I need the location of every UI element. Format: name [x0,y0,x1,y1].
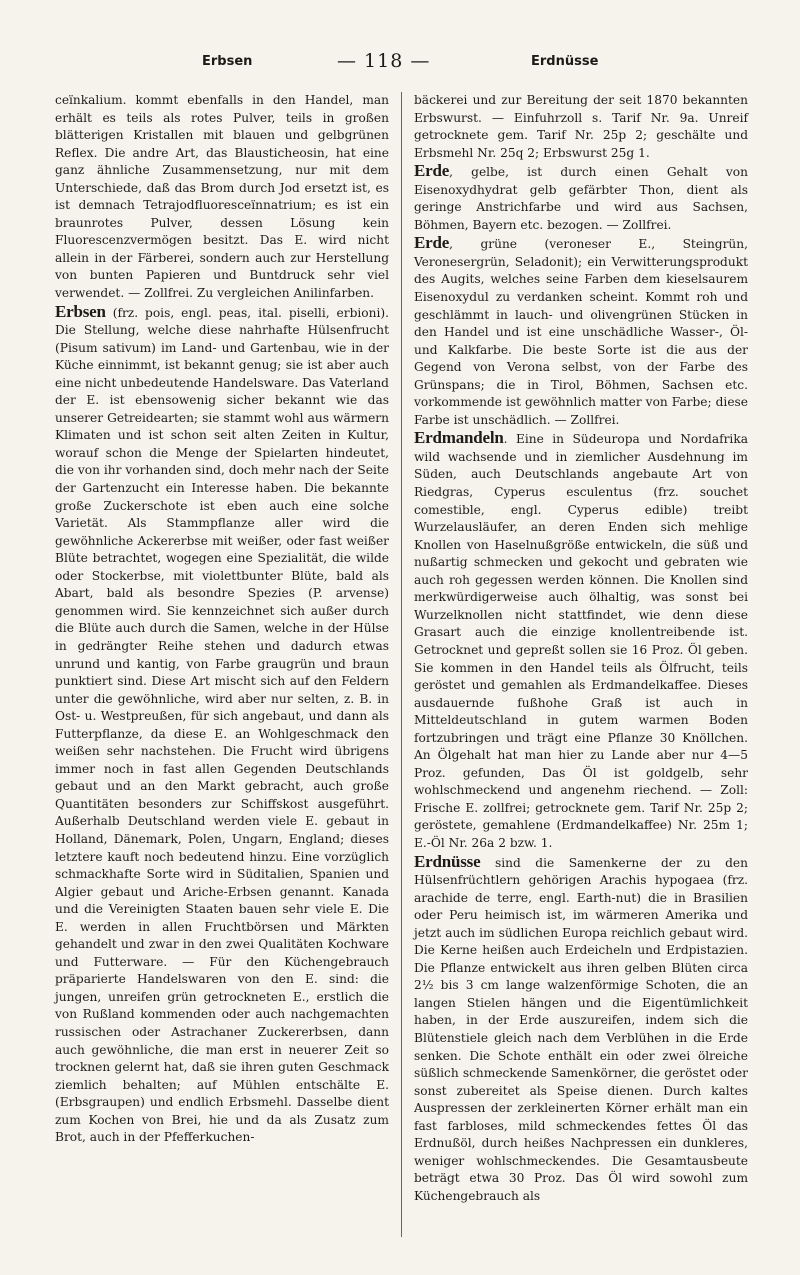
entry-continuation: ceïnkalium. kommt ebenfalls in den Handel, man erhält es teils als rotes Pulver, teils in großen blätterigen Kristallen mit blauen und gelbgrünen Reflex. Die andre Art, das Blausticheosin, hat eine ganz ähnliche Zusammensetzung, nur mit dem Unterschiede, daß das Brom durch Jod ersetzt ist, es ist demnach Tetrajodfluoresceïnnatrium; es ist ein braunrotes Pulver, dessen Lösung kein Fluorescenzvermögen besitzt. Das E. wird nicht allein in der Färberei, sondern auch zur Herstellung von bunten Papieren und Buntdruck sehr viel verwendet. — Zollfrei. Zu vergleichen Anilinfarben. [55,93,389,301]
entry-text: , grüne (veroneser E., Steingrün, Veronesergrün, Seladonit); ein Verwitterungsprodukt des Augits, welches seine Farben dem kieselsaurem Eisenoxydul zu verdanken scheint. Kommt roh und geschlämmt in lauch- und olivengrünen Stücken in den Handel und ist eine unschädliche Wasser-, Öl- und Kalkfarbe. Die beste Sorte ist die aus der Gegend von Verona selbst, von der Farbe des Grünspans; die in Tirol, Böhmen, Sachsen etc. vorkommende ist gewöhnlich matter von Farbe; diese Farbe ist unschädlich. — Zollfrei. [414,237,748,427]
entry-erde-gruene [414,234,748,429]
entry-continuation: bäckerei und zur Bereitung der seit 1870 bekannten Erbswurst. — Einfuhrzoll s. Tarif Nr. 9a. Unreif getrocknete gem. Tarif Nr. 25p 2; geschälte und Erbsmehl Nr. 25q 2; Erbswurst 25g 1. [414,93,748,160]
header-right-keyword: Erdnüsse [531,54,599,69]
column-divider [401,92,402,1237]
entry-erde-gelbe [414,162,748,234]
entry-text: . Eine in Südeuropa und Nordafrika wild wachsende und in ziemlicher Ausdehnung im Süden, auch Deutschlands angebaute Art von Riedgras, Cyperus esculentus (frz. souchet comestible, engl. Cyperus edible) treibt Wurzelausläufer, an deren Enden sich mehlige Knollen von Haselnußgröße entwickeln, die süß und nußartig schmecken und gekocht und gebraten wie auch roh gegessen werden können. Die Knollen sind merkwürdigerweise auch ölhaltig, was sonst bei Wurzelknollen nicht stattfindet, wie denn diese Grasart auch die einzige knollentreibende ist. Getrocknet und gepreßt sollen sie 16 Proz. Öl geben. Sie kommen in den Handel teils als Ölfrucht, teils geröstet und gemahlen als Erdmandelkaffee. Dieses ausdauernde fußhohe Graß ist auch in Mitteldeutschland in gutem warmen Boden fortzubringen und trägt eine Pflanze 30 Knöllchen. An Ölgehalt hat man hier zu Lande aber nur 4—5 Proz. gefunden, Das Öl ist goldgelb, sehr wohlschmeckend und angenehm riechend. — Zoll: Frische E. zollfrei; getrocknete gem. Tarif Nr. 25p 2; geröstete, gemahlene (Erdmandelkaffee) Nr. 25m 1; E.-Öl Nr. 26a 2 bzw. 1. [414,432,748,850]
header-left-keyword: Erbsen [202,54,253,69]
entry-headword: Erde [414,161,450,181]
entry-headword: Erde [414,233,450,253]
entry-text: (frz. pois, engl. peas, ital. piselli, erbioni). Die Stellung, welche diese nahrhafte Hülsenfrucht (Pisum sativum) im Land- und Gartenbau, wie in der Küche einnimmt, ist bekannt genug; sie ist aber auch eine nicht unbedeutende Handelsware. Das Vaterland der E. ist ebensowenig sicher bekannt wie das unserer Getreidearten; sie stammt wohl aus wärmern Klimaten und ist schon seit alten Zeiten in Kultur, worauf schon die Menge der Spielarten hindeutet, die von ihr vorhanden sind, doch mehr nach der Seite der Gartenzucht ein Interesse haben. Die bekannte große Zuckerschote ist eben auch eine solche Varietät. Als Stammpflanze aller wird die gewöhnliche Ackererbse mit weißer, oder fast weißer Blüte betrachtet, wogegen eine Spezialität, die wilde oder Stockerbse, mit violettbunter Blüte, bald als Abart, bald als besondre Spezies (P. arvense) genommen wird. Sie kennzeichnet sich außer durch die Blüte auch durch die Samen, welche in der Hülse in gedrängter Reihe stehen und dadurch etwas unrund und kantig, von Farbe graugrün und braun punktiert sind. Diese Art mischt sich auf den Feldern unter die gewöhnliche, wird aber nur selten, z. B. in Ost- u. Westpreußen, für sich angebaut, und dann als Futterpflanze, da diese E. an Wohlgeschmack den weißen sehr nachstehen. Die Frucht wird übrigens immer noch in fast allen Gegenden Deutschlands gebaut und an den Markt gebracht, auch große Quantitäten besonders zur Schiffskost ausgeführt. Außerhalb Deutschland werden viele E. gebaut in Holland, Dänemark, Polen, Ungarn, England; dieses letztere kauft noch bedeutend hinzu. Eine vorzüglich schmackhafte Sorte wird in Süditalien, Spanien und Algier gebaut und Ariche-Erbsen genannt. Kanada und die Vereinigten Staaten bauen sehr viele E. Die E. werden in allen Fruchtbörsen und Märkten gehandelt und zwar in den zwei Qualitäten Kochware und Futterware. — Für den Küchengebrauch präparierte Handelswaren von den E. sind: die jungen, unreifen grün getrockneten E., erstlich die von Rußland kommenden oder auch nachgemachten russischen oder Astrachaner Zuckererbsen, dann auch gewöhnliche, die man erst in neuerer Zeit so trocknen gelernt hat, daß sie ihren guten Geschmack ziemlich behalten; auf Mühlen entschälte E. (Erbsgraupen) und endlich Erbsmehl. Dasselbe dient zum Kochen von Brei, hie und da als Zusatz zum Brot, auch in der Pfefferkuchen- [55,305,389,1145]
entry-headword: Erdmandeln [414,428,504,448]
page-header [55,50,748,76]
entry-headword: Erbsen [55,301,106,321]
entry-text: , gelbe, ist durch einen Gehalt von Eisenoxydhydrat gelb gefärbter Thon, dient als geringe Anstrichfarbe und wird aus Sachsen, Böhmen, Bayern etc. bezogen. — Zollfrei. [414,165,748,232]
entry-headword: Erdnüsse [414,851,481,871]
left-column [55,92,389,1147]
entry-erdmandeln [414,429,748,852]
right-column [414,92,748,1205]
entry-erdnuesse [414,853,748,1206]
entry-text: sind die Samenkerne der zu den Hülsenfrüchtlern gehörigen Arachis hypogaea (frz. arachide de terre, engl. Earth-nut) die in Brasilien oder Peru heimisch ist, im wärmeren Amerika und jetzt auch im südlichen Europa reichlich gebaut wird. Die Kerne heißen auch Erdeicheln und Erdpistazien. Die Pflanze entwickelt aus ihren gelben Blüten circa 2½ bis 3 cm lange walzenförmige Schoten, die an langen Stielen hängen und die Eigentümlichkeit haben, in der Erde auszureifen, indem sich die Blütenstiele gleich nach dem Verblühen in die Erde senken. Die Schote enthält ein oder zwei ölreiche süßlich schmeckende Samenkörner, die geröstet oder sonst zubereitet als Speise dienen. Durch kaltes Auspressen der zerkleinerten Körner erhält man ein fast farbloses, mild schmeckendes fettes Öl das Erdnußöl, durch heißes Nachpressen ein dunkleres, weniger wohlschmeckendes. Die Gesamtausbeute beträgt etwa 30 Proz. Das Öl wird sowohl zum Küchengebrauch als [414,855,748,1203]
page-number: — 118 — [337,50,431,72]
entry-erbsen [55,303,389,1147]
